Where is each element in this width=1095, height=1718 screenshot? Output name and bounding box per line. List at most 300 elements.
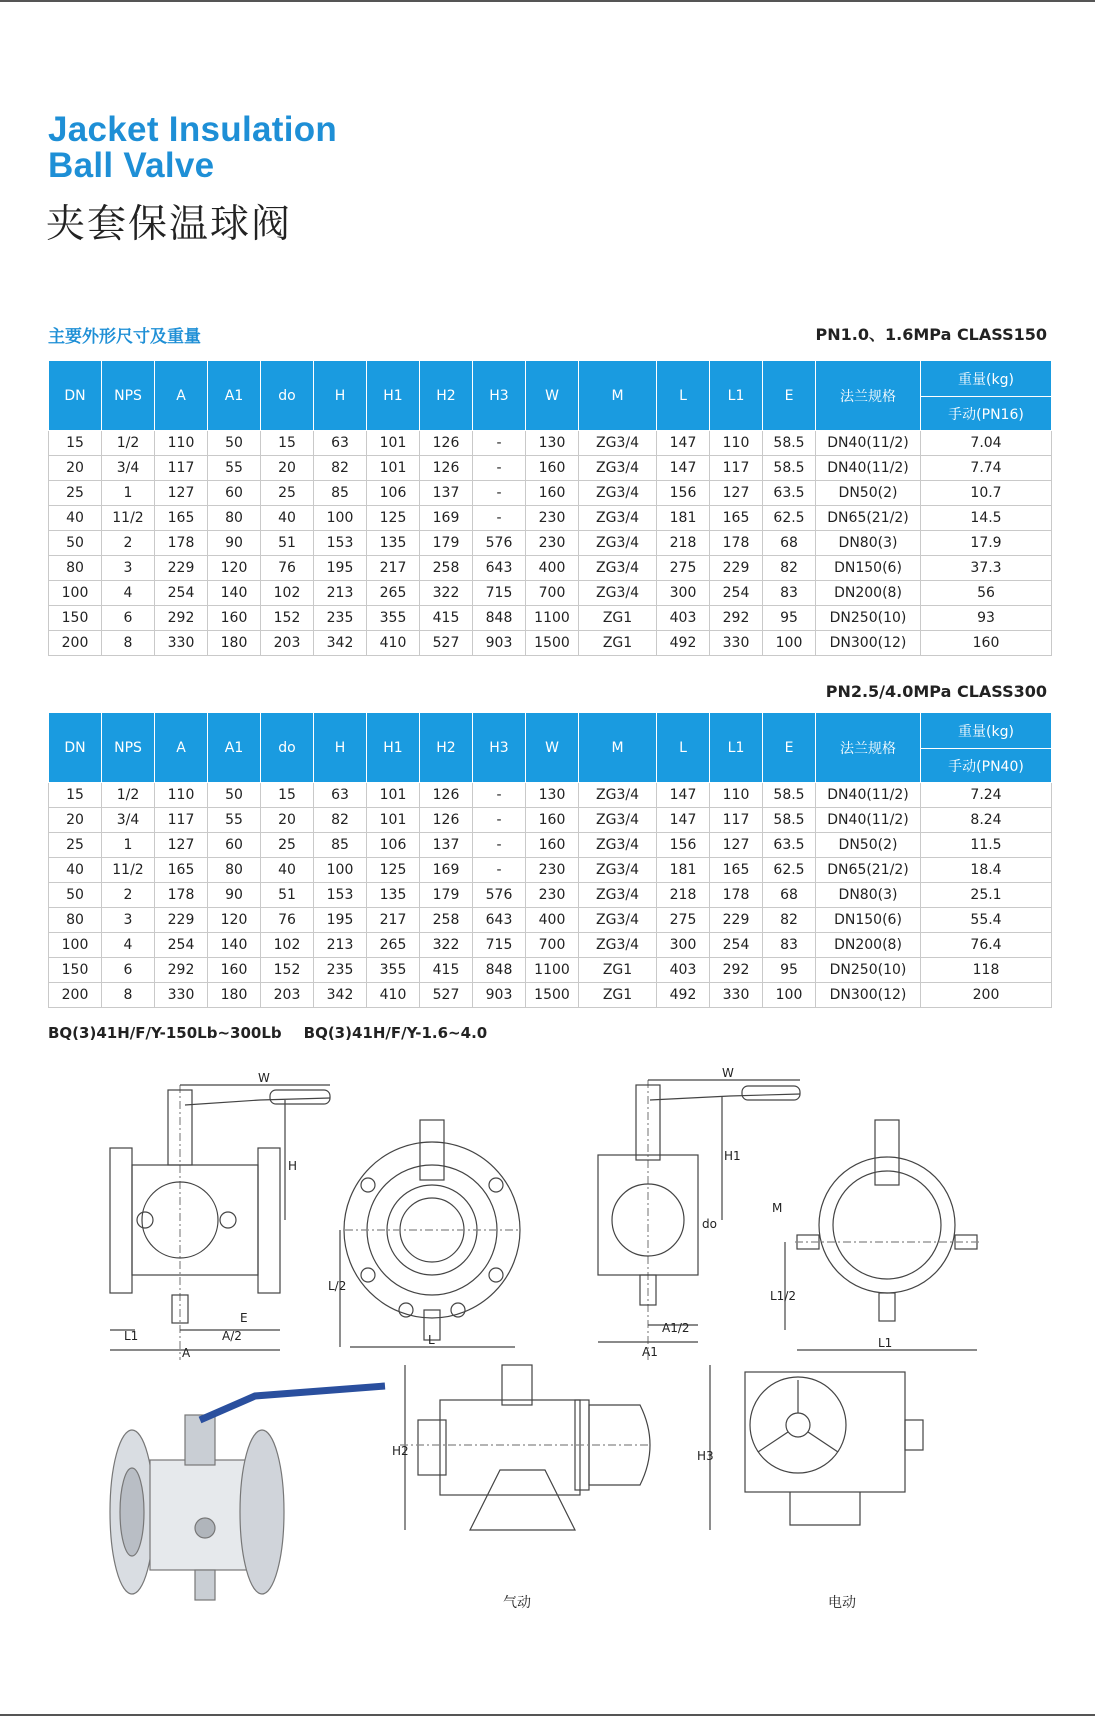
table-cell: 100 [763, 631, 816, 656]
table-cell: 50 [49, 883, 102, 908]
table-cell: 700 [526, 581, 579, 606]
col-header: do [261, 713, 314, 783]
top-border [0, 0, 1095, 2]
table-cell: 50 [208, 431, 261, 456]
table-row [49, 631, 1052, 656]
dim-label: W [722, 1066, 734, 1080]
table-cell: 492 [657, 983, 710, 1008]
table-cell: 160 [526, 833, 579, 858]
table-cell: 213 [314, 581, 367, 606]
table-cell: 101 [367, 431, 420, 456]
drawing-front-view-manual [340, 1120, 520, 1347]
table-cell: 292 [155, 958, 208, 983]
table-row [49, 531, 1052, 556]
table-cell: 292 [710, 606, 763, 631]
table-cell: 137 [420, 833, 473, 858]
table-cell: DN200(8) [816, 933, 921, 958]
table-row [49, 983, 1052, 1008]
table-cell: - [473, 858, 526, 883]
table-cell: 82 [314, 808, 367, 833]
table-cell: 55 [208, 456, 261, 481]
col-header: do [261, 361, 314, 431]
table-cell: 160 [208, 958, 261, 983]
table-cell: 229 [155, 908, 208, 933]
table-cell: 342 [314, 631, 367, 656]
table-cell: 254 [155, 933, 208, 958]
table-cell: 40 [261, 506, 314, 531]
table-cell: 8 [102, 983, 155, 1008]
col-header: H2 [420, 361, 473, 431]
table-cell: 118 [921, 958, 1052, 983]
table-cell: 254 [710, 581, 763, 606]
table-cell: 355 [367, 958, 420, 983]
col-header: L1 [710, 361, 763, 431]
table-cell: 147 [657, 808, 710, 833]
table-cell: 229 [710, 556, 763, 581]
table-cell: 180 [208, 631, 261, 656]
table-cell: 160 [526, 456, 579, 481]
table-cell: 229 [710, 908, 763, 933]
col-header-flange: 法兰规格 [816, 361, 921, 431]
table-cell: 76 [261, 556, 314, 581]
table-cell: 292 [710, 958, 763, 983]
table-cell: 76.4 [921, 933, 1052, 958]
table-cell: 181 [657, 858, 710, 883]
table-cell: 8.24 [921, 808, 1052, 833]
table-cell: DN150(6) [816, 556, 921, 581]
table-cell: 63.5 [763, 833, 816, 858]
table-cell: 117 [710, 808, 763, 833]
table-cell: 101 [367, 456, 420, 481]
table-cell: 25.1 [921, 883, 1052, 908]
table-cell: 292 [155, 606, 208, 631]
table-cell: 410 [367, 631, 420, 656]
col-header: E [763, 713, 816, 783]
table-cell: 51 [261, 883, 314, 908]
dim-label: A [182, 1346, 191, 1360]
table-row [49, 808, 1052, 833]
technical-drawings [0, 1060, 1095, 1620]
table-row [49, 581, 1052, 606]
col-header-flange: 法兰规格 [816, 713, 921, 783]
drawing-side-view-compact [598, 1080, 800, 1360]
col-header: DN [49, 361, 102, 431]
table-cell: 60 [208, 833, 261, 858]
drawing2-dimension-labels [328, 1279, 435, 1347]
col-header-weight-manual: 手动(PN16) [921, 397, 1052, 431]
table-row [49, 506, 1052, 531]
table-cell: 576 [473, 883, 526, 908]
table-cell: 101 [367, 808, 420, 833]
col-header: NPS [102, 713, 155, 783]
table-cell: 165 [155, 858, 208, 883]
dimension-table-class300 [48, 712, 1052, 1008]
table-cell: 127 [155, 481, 208, 506]
table-cell: ZG3/4 [579, 883, 657, 908]
table-row [49, 556, 1052, 581]
title-line-2: Ball Valve [48, 146, 215, 185]
table-cell: 120 [208, 908, 261, 933]
table-cell: 83 [763, 581, 816, 606]
table-cell: - [473, 783, 526, 808]
table-cell: 195 [314, 908, 367, 933]
table-cell: 76 [261, 908, 314, 933]
table-cell: DN65(21/2) [816, 506, 921, 531]
table-cell: 90 [208, 531, 261, 556]
table-cell: - [473, 506, 526, 531]
table-cell: DN40(11/2) [816, 808, 921, 833]
table-cell: 7.24 [921, 783, 1052, 808]
table-row [49, 858, 1052, 883]
table-cell: ZG1 [579, 958, 657, 983]
table-cell: 7.04 [921, 431, 1052, 456]
table-cell: 330 [155, 631, 208, 656]
table-cell: ZG3/4 [579, 933, 657, 958]
table-cell: 153 [314, 883, 367, 908]
electric-dimension-label [697, 1449, 714, 1463]
col-header: A [155, 713, 208, 783]
table-cell: 576 [473, 531, 526, 556]
table-cell: 254 [710, 933, 763, 958]
table-cell: 20 [261, 456, 314, 481]
table-cell: 80 [208, 858, 261, 883]
table-cell: 62.5 [763, 858, 816, 883]
table-cell: 700 [526, 933, 579, 958]
table-cell: DN150(6) [816, 908, 921, 933]
table-cell: 82 [763, 556, 816, 581]
table-cell: 3/4 [102, 456, 155, 481]
table-cell: 410 [367, 983, 420, 1008]
table-cell: 25 [261, 481, 314, 506]
table-cell: 355 [367, 606, 420, 631]
table-cell: - [473, 431, 526, 456]
table-cell: 126 [420, 456, 473, 481]
table-cell: 200 [49, 983, 102, 1008]
table-cell: 102 [261, 933, 314, 958]
col-header: H3 [473, 361, 526, 431]
table-cell: 106 [367, 481, 420, 506]
table-cell: 230 [526, 531, 579, 556]
table-cell: 527 [420, 631, 473, 656]
title-line-1: Jacket Insulation [48, 110, 338, 149]
dim-label: H2 [392, 1444, 409, 1458]
table-cell: 152 [261, 958, 314, 983]
model-number-1: BQ(3)41H/F/Y-150Lb~300Lb [48, 1024, 282, 1042]
caption-electric: 电动 [828, 1595, 856, 1611]
table-cell: 903 [473, 983, 526, 1008]
table-cell: 156 [657, 833, 710, 858]
table-cell: DN300(12) [816, 631, 921, 656]
dim-label: H [288, 1159, 298, 1173]
dim-label: A1/2 [662, 1321, 690, 1335]
drawing-side-view-manual [110, 1085, 330, 1360]
table-cell: 83 [763, 933, 816, 958]
table-cell: 90 [208, 883, 261, 908]
col-header: A1 [208, 361, 261, 431]
table-header-row [49, 713, 1052, 749]
table-cell: 848 [473, 958, 526, 983]
model-numbers [48, 1024, 487, 1042]
table-cell: 217 [367, 556, 420, 581]
table-cell: 101 [367, 783, 420, 808]
table-cell: 106 [367, 833, 420, 858]
table-cell: 230 [526, 883, 579, 908]
table-row [49, 456, 1052, 481]
table-cell: 140 [208, 933, 261, 958]
table-cell: DN200(8) [816, 581, 921, 606]
table-cell: 15 [261, 431, 314, 456]
bottom-border [0, 1714, 1095, 1716]
table-cell: 51 [261, 531, 314, 556]
table-cell: 11/2 [102, 506, 155, 531]
drawing-electric-actuator [710, 1365, 923, 1530]
table-cell: 100 [49, 581, 102, 606]
table-cell: 147 [657, 431, 710, 456]
table-cell: 82 [314, 456, 367, 481]
table-cell: 125 [367, 506, 420, 531]
table-row [49, 833, 1052, 858]
table-cell: 403 [657, 606, 710, 631]
table-cell: 1 [102, 481, 155, 506]
table-cell: 165 [710, 506, 763, 531]
table-row [49, 481, 1052, 506]
pneumatic-dimension-label [392, 1444, 409, 1458]
table-cell: 218 [657, 531, 710, 556]
dim-label: W [258, 1071, 270, 1085]
table-cell: 235 [314, 958, 367, 983]
col-header: W [526, 713, 579, 783]
table-cell: 265 [367, 933, 420, 958]
table-cell: 200 [49, 631, 102, 656]
valve-product-image [110, 1386, 385, 1600]
dim-label: L1 [878, 1336, 893, 1350]
table-cell: 165 [710, 858, 763, 883]
table-cell: 126 [420, 431, 473, 456]
dim-label: A1 [642, 1345, 658, 1359]
table-cell: 235 [314, 606, 367, 631]
col-header-weight: 重量(kg) [921, 361, 1052, 397]
table-cell: 40 [261, 858, 314, 883]
dim-label: H3 [697, 1449, 714, 1463]
table-cell: 275 [657, 908, 710, 933]
table-cell: 62.5 [763, 506, 816, 531]
col-header: H [314, 713, 367, 783]
table-cell: 217 [367, 908, 420, 933]
table-cell: 68 [763, 531, 816, 556]
dim-label: M [772, 1201, 783, 1215]
dim-label: E [240, 1311, 248, 1325]
col-header: NPS [102, 361, 155, 431]
dim-label: L1/2 [770, 1289, 796, 1303]
dim-label: do [702, 1217, 717, 1231]
table-cell: 58.5 [763, 783, 816, 808]
table-cell: 6 [102, 606, 155, 631]
table-cell: 85 [314, 833, 367, 858]
table-cell: 20 [261, 808, 314, 833]
table-cell: 55 [208, 808, 261, 833]
table-cell: 82 [763, 908, 816, 933]
table-row [49, 958, 1052, 983]
table-cell: 7.74 [921, 456, 1052, 481]
col-header: E [763, 361, 816, 431]
table-cell: 848 [473, 606, 526, 631]
table-cell: 160 [526, 481, 579, 506]
dim-label: A/2 [222, 1329, 242, 1343]
table-cell: 85 [314, 481, 367, 506]
table-cell: 11/2 [102, 858, 155, 883]
table-cell: 2 [102, 883, 155, 908]
dim-label: L [428, 1333, 435, 1347]
table-cell: 415 [420, 606, 473, 631]
table-cell: DN300(12) [816, 983, 921, 1008]
col-header: M [579, 361, 657, 431]
table-cell: ZG3/4 [579, 556, 657, 581]
table-cell: 117 [710, 456, 763, 481]
table-row [49, 883, 1052, 908]
table-cell: DN250(10) [816, 958, 921, 983]
table-cell: ZG3/4 [579, 506, 657, 531]
page-title-cn: 夹套保温球阀 [46, 202, 293, 247]
dim-label: L/2 [328, 1279, 347, 1293]
table-row [49, 933, 1052, 958]
col-header: A [155, 361, 208, 431]
table-cell: 110 [155, 431, 208, 456]
table-cell: 1/2 [102, 783, 155, 808]
table-row [49, 783, 1052, 808]
table-cell: 275 [657, 556, 710, 581]
table-cell: 178 [155, 531, 208, 556]
col-header-weight-manual: 手动(PN40) [921, 749, 1052, 783]
table-cell: 152 [261, 606, 314, 631]
table-cell: 2 [102, 531, 155, 556]
table-cell: 169 [420, 858, 473, 883]
table-cell: 195 [314, 556, 367, 581]
table-cell: DN250(10) [816, 606, 921, 631]
table-cell: DN50(2) [816, 833, 921, 858]
table-cell: 58.5 [763, 808, 816, 833]
table-cell: 135 [367, 883, 420, 908]
table-cell: 8 [102, 631, 155, 656]
table-cell: 400 [526, 908, 579, 933]
col-header: W [526, 361, 579, 431]
table-cell: ZG3/4 [579, 581, 657, 606]
table-cell: 342 [314, 983, 367, 1008]
table-cell: 80 [208, 506, 261, 531]
table-cell: 110 [710, 431, 763, 456]
table-cell: 18.4 [921, 858, 1052, 883]
table-cell: 58.5 [763, 431, 816, 456]
dimension-table-class150 [48, 360, 1052, 656]
table-cell: 322 [420, 933, 473, 958]
table-cell: DN40(11/2) [816, 456, 921, 481]
table-cell: - [473, 833, 526, 858]
drawing1-dimension-labels [124, 1071, 297, 1360]
table-cell: DN40(11/2) [816, 431, 921, 456]
table-header-row [49, 361, 1052, 397]
table-row [49, 908, 1052, 933]
table-cell: 527 [420, 983, 473, 1008]
table-cell: 130 [526, 783, 579, 808]
table-cell: ZG1 [579, 606, 657, 631]
table-cell: ZG3/4 [579, 808, 657, 833]
section-title: 主要外形尺寸及重量 [48, 327, 201, 347]
table-cell: 415 [420, 958, 473, 983]
table-cell: 125 [367, 858, 420, 883]
table-cell: 178 [710, 883, 763, 908]
table-cell: 15 [49, 783, 102, 808]
table-cell: 68 [763, 883, 816, 908]
table-cell: DN80(3) [816, 883, 921, 908]
table-cell: 150 [49, 606, 102, 631]
table-cell: 180 [208, 983, 261, 1008]
table-cell: 150 [49, 958, 102, 983]
table-cell: 63.5 [763, 481, 816, 506]
table-cell: 330 [710, 631, 763, 656]
table-cell: 120 [208, 556, 261, 581]
table-cell: 160 [208, 606, 261, 631]
col-header: DN [49, 713, 102, 783]
table-cell: 6 [102, 958, 155, 983]
table-cell: 25 [49, 481, 102, 506]
table-cell: 126 [420, 808, 473, 833]
table-cell: 3/4 [102, 808, 155, 833]
col-header: H1 [367, 713, 420, 783]
table-cell: 643 [473, 556, 526, 581]
table-cell: 117 [155, 808, 208, 833]
table-cell: 93 [921, 606, 1052, 631]
drawing3-dimension-labels [642, 1066, 741, 1359]
table-cell: 213 [314, 933, 367, 958]
table-cell: 254 [155, 581, 208, 606]
table-cell: 56 [921, 581, 1052, 606]
table-cell: ZG1 [579, 631, 657, 656]
table-cell: 14.5 [921, 506, 1052, 531]
table-cell: 403 [657, 958, 710, 983]
table-cell: 715 [473, 933, 526, 958]
col-header: M [579, 713, 657, 783]
table-cell: 60 [208, 481, 261, 506]
table-cell: - [473, 456, 526, 481]
table-cell: 4 [102, 581, 155, 606]
table-cell: 265 [367, 581, 420, 606]
table-cell: 1100 [526, 958, 579, 983]
dim-label: H1 [724, 1149, 741, 1163]
table-cell: 147 [657, 783, 710, 808]
table-cell: 178 [155, 883, 208, 908]
table-cell: 156 [657, 481, 710, 506]
table-cell: 110 [710, 783, 763, 808]
table-cell: 135 [367, 531, 420, 556]
col-header: L [657, 713, 710, 783]
table-cell: 3 [102, 908, 155, 933]
table-cell: 127 [155, 833, 208, 858]
table-cell: 10.7 [921, 481, 1052, 506]
table-cell: 330 [155, 983, 208, 1008]
table-cell: 1500 [526, 631, 579, 656]
table-cell: 15 [49, 431, 102, 456]
col-header: H [314, 361, 367, 431]
table-cell: 55.4 [921, 908, 1052, 933]
table-cell: 40 [49, 858, 102, 883]
table-cell: 153 [314, 531, 367, 556]
table-cell: ZG3/4 [579, 431, 657, 456]
table-cell: 300 [657, 933, 710, 958]
table-cell: 230 [526, 506, 579, 531]
table-cell: 200 [921, 983, 1052, 1008]
table-cell: 300 [657, 581, 710, 606]
table-cell: 203 [261, 631, 314, 656]
table1-pressure-label: PN1.0、1.6MPa CLASS150 [815, 325, 1047, 344]
